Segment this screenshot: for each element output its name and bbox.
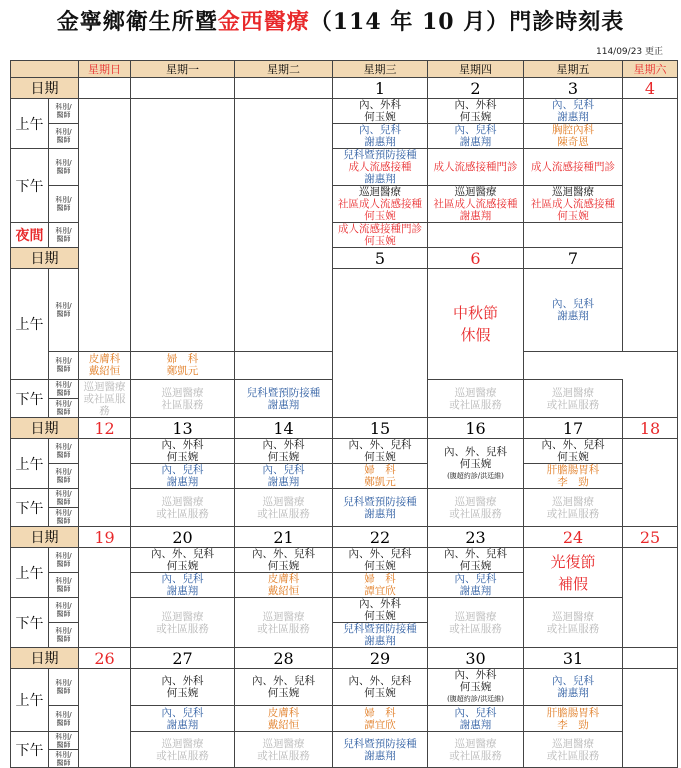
clinic-cell: 巡迴醫療 社區成人流感接種 何玉婉 bbox=[333, 186, 428, 223]
field-label: 科別/ 醫師 bbox=[49, 598, 79, 623]
field-label: 科別/ 醫師 bbox=[49, 464, 79, 489]
schedule-cell: 上午 bbox=[11, 669, 49, 732]
schedule-cell: 巡迴醫療 或社區服務 bbox=[524, 598, 623, 648]
schedule-cell bbox=[79, 439, 131, 527]
schedule-cell: 日期 bbox=[11, 648, 79, 669]
schedule-cell: 20 bbox=[131, 527, 235, 548]
schedule-cell: 29 bbox=[333, 648, 428, 669]
schedule-cell: 巡迴醫療 或社區服務 bbox=[235, 489, 333, 527]
schedule-cell: 內、外、兒科 何玉婉 bbox=[333, 669, 428, 706]
schedule-cell: 內、外、兒科 何玉婉 bbox=[333, 439, 428, 464]
schedule-cell: 30 bbox=[428, 648, 524, 669]
schedule-cell: 下午 bbox=[11, 598, 49, 648]
clinic-cell: 巡迴醫療 社區成人流感接種 謝惠翔 bbox=[428, 186, 524, 223]
weekday-thu: 星期四 bbox=[428, 61, 524, 78]
schedule-cell bbox=[623, 669, 678, 768]
weekday-mon: 星期一 bbox=[131, 61, 235, 78]
date-cell: 1 bbox=[333, 78, 428, 99]
field-label: 科別/ 醫師 bbox=[49, 186, 79, 223]
schedule-cell: 上午 bbox=[11, 269, 49, 380]
field-label: 科別/ 醫師 bbox=[49, 750, 79, 768]
field-label: 科別/ 醫師 bbox=[49, 124, 79, 149]
schedule-cell: 內、兒科 謝惠翔 bbox=[428, 706, 524, 732]
schedule-cell: 巡迴醫療 或社區服務 bbox=[131, 732, 235, 768]
clinic-cell: 兒科暨預防接種 成人流感接種 謝惠翔 bbox=[333, 149, 428, 186]
schedule-cell bbox=[131, 99, 235, 352]
field-label: 科別/ 醫師 bbox=[49, 508, 79, 527]
schedule-cell bbox=[235, 78, 333, 99]
schedule-cell: 日期 bbox=[11, 418, 79, 439]
weekday-sat: 星期六 bbox=[623, 61, 678, 78]
schedule-cell bbox=[79, 548, 131, 648]
week1-am1 bbox=[11, 99, 678, 124]
clinic-cell: 皮膚科 戴紹恒 bbox=[79, 351, 131, 379]
schedule-cell: 巡迴醫療 或社區服務 bbox=[131, 489, 235, 527]
schedule-cell: 31 bbox=[524, 648, 623, 669]
field-label: 科別/ 醫師 bbox=[49, 489, 79, 508]
schedule-cell: 13 bbox=[131, 418, 235, 439]
schedule-cell: 內、兒科 謝惠翔 bbox=[235, 464, 333, 489]
weekday-fri: 星期五 bbox=[524, 61, 623, 78]
schedule-cell: 兒科暨預防接種 謝惠翔 bbox=[235, 380, 333, 418]
schedule-cell bbox=[11, 61, 79, 78]
field-label: 科別/ 醫師 bbox=[49, 732, 79, 750]
schedule-cell: 下午 bbox=[11, 380, 49, 418]
field-label: 科別/ 醫師 bbox=[49, 351, 79, 379]
clinic-cell: 胸腔內科 陳奇恩 bbox=[524, 124, 623, 149]
weekday-sun: 星期日 bbox=[79, 61, 131, 78]
clinic-cell: 內、外科 何玉婉 bbox=[428, 99, 524, 124]
holiday-cell: 光復節 補假 bbox=[524, 548, 623, 598]
schedule-cell: 內、兒科 謝惠翔 bbox=[131, 706, 235, 732]
schedule-cell: 17 bbox=[524, 418, 623, 439]
schedule-cell: 內、外科 何玉婉 (腹超約診/洪廷維) bbox=[428, 669, 524, 706]
schedule-cell: 巡迴醫療 或社區服務 bbox=[524, 380, 623, 418]
clinic-cell: 婦 科 鄭凱元 bbox=[131, 351, 235, 379]
schedule-cell: 巡迴醫療 或社區服務 bbox=[428, 732, 524, 768]
clinic-cell: 內、兒科 謝惠翔 bbox=[524, 99, 623, 124]
schedule-cell: 日期 bbox=[11, 248, 79, 269]
week3-date-row bbox=[11, 418, 678, 439]
schedule-cell: 5 bbox=[333, 248, 428, 269]
schedule-cell bbox=[623, 648, 678, 669]
schedule-cell: 下午 bbox=[11, 489, 49, 527]
schedule-cell: 內、外、兒科 何玉婉 bbox=[524, 439, 623, 464]
schedule-cell: 巡迴醫療 或社區服務 bbox=[235, 732, 333, 768]
schedule-cell: 巡迴醫療 或社區服務 bbox=[428, 380, 524, 418]
schedule-cell: 巡迴醫療 或社區服務 bbox=[524, 489, 623, 527]
week4-date-row bbox=[11, 527, 678, 548]
schedule-cell: 巡迴醫療 或社區服務 bbox=[235, 598, 333, 648]
clinic-cell: 內、外科 何玉婉 bbox=[333, 99, 428, 124]
schedule-cell: 22 bbox=[333, 527, 428, 548]
schedule-cell: 14 bbox=[235, 418, 333, 439]
field-label: 科別/ 醫師 bbox=[49, 439, 79, 464]
week1-date-row bbox=[11, 78, 678, 99]
schedule-cell bbox=[79, 669, 131, 768]
schedule-cell: 內、外、兒科 何玉婉 (腹超約診/洪廷維) bbox=[428, 439, 524, 489]
schedule-cell bbox=[131, 78, 235, 99]
field-label: 科別/ 醫師 bbox=[49, 623, 79, 648]
schedule-cell: 兒科暨預防接種 謝惠翔 bbox=[333, 623, 428, 648]
schedule-cell: 內、外、兒科 何玉婉 bbox=[131, 548, 235, 573]
date-cell: 3 bbox=[524, 78, 623, 99]
schedule-cell: 21 bbox=[235, 527, 333, 548]
schedule-cell: 內、兒科 謝惠翔 bbox=[428, 573, 524, 598]
week4-am1 bbox=[11, 548, 678, 573]
schedule-cell: 16 bbox=[428, 418, 524, 439]
schedule-cell: 內、兒科 謝惠翔 bbox=[524, 669, 623, 706]
schedule-cell: 婦 科 鄭凱元 bbox=[333, 464, 428, 489]
am-label: 上午 bbox=[11, 99, 49, 149]
date-label: 日期 bbox=[11, 78, 79, 99]
schedule-cell: 下午 bbox=[11, 732, 49, 768]
schedule-cell: 上午 bbox=[11, 548, 49, 598]
schedule-cell: 皮膚科 戴紹恒 bbox=[235, 706, 333, 732]
field-label: 科別/ 醫師 bbox=[49, 223, 79, 248]
schedule-cell bbox=[79, 99, 131, 352]
schedule-cell bbox=[524, 223, 623, 248]
schedule-cell: 25 bbox=[623, 527, 678, 548]
schedule-cell bbox=[623, 439, 678, 527]
week3-am1 bbox=[11, 439, 678, 464]
schedule-cell: 24 bbox=[524, 527, 623, 548]
schedule-cell: 19 bbox=[79, 527, 131, 548]
weekday-header bbox=[11, 61, 678, 78]
field-label: 科別/ 醫師 bbox=[49, 149, 79, 186]
page-title: 金寧鄉衛生所暨金西醫療（114 年 10 月）門診時刻表 bbox=[56, 9, 625, 35]
schedule-cell: 27 bbox=[131, 648, 235, 669]
schedule-cell: 兒科暨預防接種 謝惠翔 bbox=[333, 489, 428, 527]
field-label: 科別/ 醫師 bbox=[49, 269, 79, 352]
schedule-cell: 內、外科 何玉婉 bbox=[235, 439, 333, 464]
schedule-cell: 26 bbox=[79, 648, 131, 669]
schedule-cell bbox=[235, 99, 333, 352]
schedule-cell: 12 bbox=[79, 418, 131, 439]
clinic-cell: 內、兒科 謝惠翔 bbox=[333, 124, 428, 149]
schedule-cell: 巡迴醫療 或社區服務 bbox=[428, 598, 524, 648]
week5-date-row bbox=[11, 648, 678, 669]
weekday-tue: 星期二 bbox=[235, 61, 333, 78]
schedule-cell: 內、兒科 謝惠翔 bbox=[131, 573, 235, 598]
schedule-cell: 23 bbox=[428, 527, 524, 548]
schedule-cell bbox=[79, 78, 131, 99]
schedule-cell: 內、外科 何玉婉 bbox=[333, 598, 428, 623]
schedule-cell: 內、外科 何玉婉 bbox=[131, 669, 235, 706]
schedule-cell: 巡迴醫療 或社區服務 bbox=[428, 489, 524, 527]
schedule-cell: 內、外、兒科 何玉婉 bbox=[333, 548, 428, 573]
schedule-cell bbox=[428, 223, 524, 248]
schedule-cell: 內、外、兒科 何玉婉 bbox=[235, 548, 333, 573]
schedule-cell bbox=[623, 99, 678, 352]
week5-am1 bbox=[11, 669, 678, 706]
clinic-cell: 成人流感接種門診 bbox=[524, 149, 623, 186]
schedule-cell: 上午 bbox=[11, 439, 49, 489]
schedule-cell: 7 bbox=[524, 248, 623, 269]
holiday-cell: 中秋節 休假 bbox=[428, 269, 524, 380]
schedule-cell: 婦 科 譚宜欣 bbox=[333, 706, 428, 732]
schedule-cell: 28 bbox=[235, 648, 333, 669]
clinic-cell: 成人流感接種門診 bbox=[428, 149, 524, 186]
schedule-cell: 兒科暨預防接種 謝惠翔 bbox=[333, 732, 428, 768]
schedule-cell: 內、外、兒科 何玉婉 bbox=[235, 669, 333, 706]
field-label: 科別/ 醫師 bbox=[49, 548, 79, 573]
schedule-cell bbox=[623, 548, 678, 648]
field-label: 科別/ 醫師 bbox=[49, 573, 79, 598]
schedule-cell: 18 bbox=[623, 418, 678, 439]
schedule-cell: 內、外、兒科 何玉婉 bbox=[428, 548, 524, 573]
schedule-cell: 巡迴醫療 或社區服務 bbox=[131, 598, 235, 648]
schedule-table bbox=[10, 60, 678, 768]
schedule-cell: 肝膽腸胃科 李 勁 bbox=[524, 706, 623, 732]
clinic-cell: 內、兒科 謝惠翔 bbox=[428, 124, 524, 149]
schedule-cell: 日期 bbox=[11, 527, 79, 548]
schedule-cell: 肝膽腸胃科 李 勁 bbox=[524, 464, 623, 489]
schedule-cell: 巡迴醫療 或社區服務 bbox=[524, 732, 623, 768]
schedule-cell: 15 bbox=[333, 418, 428, 439]
field-label: 科別/ 醫師 bbox=[49, 706, 79, 732]
weekday-wed: 星期三 bbox=[333, 61, 428, 78]
schedule-cell: 巡迴醫療 或社區服務 bbox=[79, 380, 131, 418]
pm-label: 下午 bbox=[11, 149, 49, 223]
date-cell: 2 bbox=[428, 78, 524, 99]
field-label: 科別/ 醫師 bbox=[49, 669, 79, 706]
clinic-cell: 巡迴醫療 社區成人流感接種 何玉婉 bbox=[524, 186, 623, 223]
schedule-cell: 皮膚科 戴紹恒 bbox=[235, 573, 333, 598]
night-label: 夜間 bbox=[11, 223, 49, 248]
schedule-cell: 內、外科 何玉婉 bbox=[131, 439, 235, 464]
clinic-cell: 內、兒科 謝惠翔 bbox=[524, 269, 623, 352]
schedule-cell bbox=[333, 269, 428, 418]
field-label: 科別/ 醫師 bbox=[49, 399, 79, 418]
clinic-cell: 成人流感接種門診 何玉婉 bbox=[333, 223, 428, 248]
field-label: 科別/ 醫師 bbox=[49, 99, 79, 124]
field-label: 科別/ 醫師 bbox=[49, 380, 79, 399]
schedule-cell: 巡迴醫療 社區服務 bbox=[131, 380, 235, 418]
schedule-cell: 6 bbox=[428, 248, 524, 269]
updated-note: 114/09/23 更正 bbox=[596, 47, 664, 57]
date-cell: 4 bbox=[623, 78, 678, 99]
schedule-cell: 婦 科 譚宜欣 bbox=[333, 573, 428, 598]
schedule-cell: 內、兒科 謝惠翔 bbox=[131, 464, 235, 489]
